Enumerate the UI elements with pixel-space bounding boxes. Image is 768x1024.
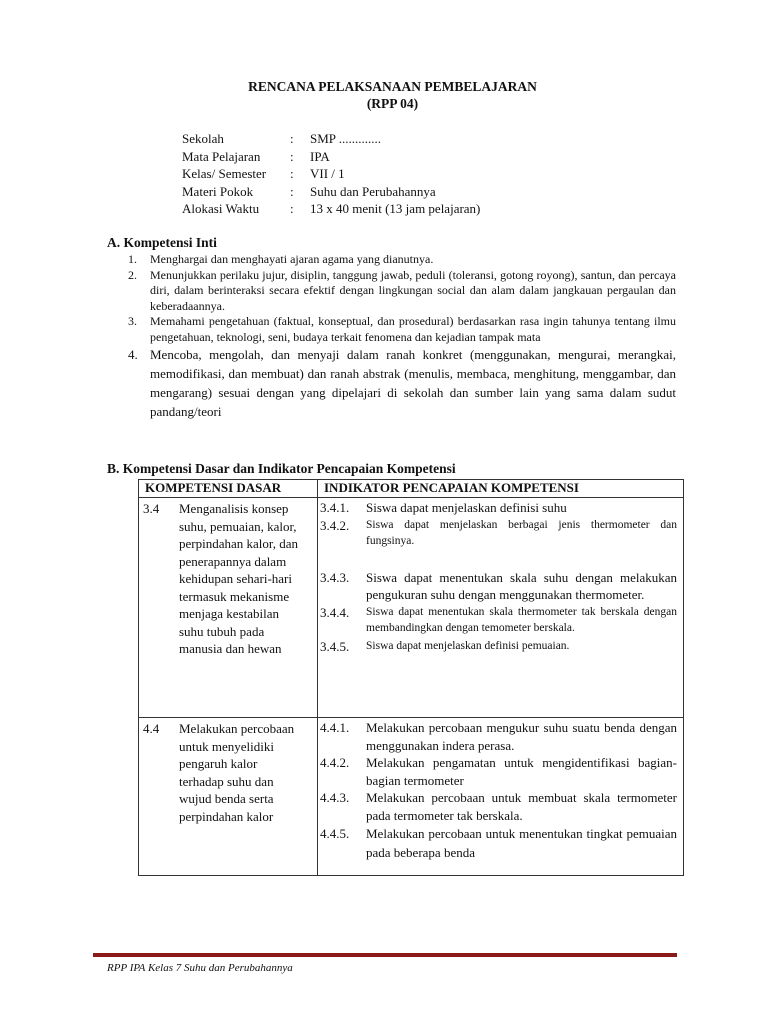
kd-number: 4.4 [143, 721, 160, 736]
column-header-ipk [318, 480, 684, 498]
kd-entry [139, 718, 317, 825]
list-text: Mencoba, mengolah, dan menyaji dalam ranah konkret (menggunakan, mengurai, merangkai, memodifikasi, dan membuat) dan ranah abstrak (menulis, membaca, menghitung, menggambar, dan mengarang) sesuai dengan yang dipelajari di sekolah dan sumber lain yang sama dalam sudut pandang/teori [150, 347, 676, 419]
indicator-item [318, 719, 683, 754]
identity-separator: : [290, 148, 294, 164]
indicator-text: Melakukan percobaan mengukur suhu suatu benda dengan menggunakan indera perasa. [366, 720, 677, 753]
kd-text: Melakukan percobaan untuk menyelidiki pengaruh kalor terhadap suhu dan wujud benda serta perpindahan kalor [179, 721, 295, 824]
identity-separator: : [290, 201, 294, 216]
list-item [128, 314, 676, 345]
indicator-number: 4.4.3. [320, 790, 350, 805]
list-item [128, 268, 676, 315]
indicator-item [318, 754, 683, 789]
indicator-text: Siswa dapat menjelaskan berbagai jenis thermometer dan fungsinya. [366, 518, 677, 547]
indicator-text: Siswa dapat menjelaskan definisi suhu [366, 500, 567, 515]
kd-entry [139, 498, 317, 658]
indicator-number: 4.4.1. [320, 720, 350, 735]
identity-label: Kelas/ Semester [182, 166, 267, 181]
identity-row [182, 130, 480, 148]
document-subtitle: (RPP 04) [366, 96, 419, 111]
indicator-item [318, 499, 683, 517]
list-number: 1. [128, 252, 137, 266]
document-title: RENCANA PELAKSANAAN PEMBELAJARAN [248, 79, 537, 94]
kd-cell [139, 498, 318, 718]
identity-separator: : [290, 131, 294, 146]
kd-number: 3.4 [143, 501, 160, 516]
identity-label: Sekolah [182, 131, 224, 146]
column-header-kd-label: KOMPETENSI DASAR [145, 480, 282, 495]
identity-row [182, 148, 480, 166]
column-header-ipk-label: INDIKATOR PENCAPAIAN KOMPETENSI [324, 480, 579, 495]
list-number: 2. [128, 267, 137, 282]
indicator-number: 3.4.1. [320, 500, 350, 515]
indicator-text: Siswa dapat menjelaskan definisi pemuaian. [366, 639, 570, 652]
identity-label: Alokasi Waktu [182, 201, 260, 216]
list-item [128, 345, 676, 421]
section-b-heading: B. Kompetensi Dasar dan Indikator Pencapaian Kompetensi [107, 461, 456, 476]
kd-text: Menganalisis konsep suhu, pemuaian, kalor, perpindahan kalor, dan penerapannya dalam kehidupan sehari-hari termasuk mekanisme menjaga kestabilan suhu tubuh pada manusia dan hewan [179, 501, 298, 656]
indicator-number: 4.4.5. [320, 826, 350, 841]
list-number: 3. [128, 314, 137, 328]
list-number: 4. [128, 347, 138, 362]
identity-value: 13 x 40 menit (13 jam pelajaran) [310, 201, 481, 216]
table-header-row [139, 480, 684, 498]
identity-value: Suhu dan Perubahannya [310, 183, 436, 199]
indicator-item [318, 604, 683, 636]
section-a-heading: A. Kompetensi Inti [107, 235, 217, 250]
identity-value: SMP ............. [310, 131, 382, 146]
identity-label: Materi Pokok [182, 183, 254, 199]
indicator-number: 3.4.5. [320, 638, 350, 654]
identity-row [182, 183, 480, 201]
indicator-text: Melakukan percobaan untuk membuat skala termometer pada termometer tak berskala. [366, 790, 677, 823]
indicator-number: 3.4.4. [320, 604, 350, 620]
indicator-number: 4.4.2. [320, 755, 350, 770]
identity-value: VII / 1 [310, 166, 345, 181]
footer-divider [93, 953, 677, 957]
indicator-item [318, 517, 683, 549]
identity-separator: : [290, 183, 294, 199]
table-row [139, 718, 684, 876]
indicator-item [318, 789, 683, 824]
indicator-item [318, 569, 683, 604]
identity-block [182, 130, 480, 218]
list-text: Menunjukkan perilaku jujur, disiplin, tanggung jawab, peduli (toleransi, gotong royong), santun, dan percaya diri, dalam berinteraksi secara efektif dengan lingkungan social dan alam dalam jangkauan pergaulan dan keberadaannya. [150, 267, 676, 313]
identity-label: Mata Pelajaran [182, 148, 261, 164]
indicator-item [318, 638, 683, 656]
indicator-item [318, 824, 683, 862]
list-item [128, 252, 676, 268]
footer-text: RPP IPA Kelas 7 Suhu dan Perubahannya [107, 962, 293, 974]
kd-cell [139, 718, 318, 876]
identity-separator: : [290, 166, 294, 181]
indicator-text: Melakukan percobaan untuk menentukan tingkat pemuaian pada beberapa benda [366, 826, 677, 860]
table-row [139, 498, 684, 718]
identity-row [182, 165, 480, 183]
identity-row [182, 200, 480, 218]
list-text: Menghargai dan menghayati ajaran agama yang dianutnya. [150, 252, 434, 266]
indicator-text: Melakukan pengamatan untuk mengidentifikasi bagian-bagian termometer [366, 755, 677, 788]
indicator-text: Siswa dapat menentukan skala suhu dengan melakukan pengukuran suhu dengan menggunakan thermometer. [366, 569, 677, 602]
kompetensi-inti-list [128, 252, 676, 421]
indicator-number: 3.4.3. [320, 569, 350, 585]
identity-value: IPA [310, 148, 330, 164]
indicator-number: 3.4.2. [320, 517, 350, 533]
column-header-kd [139, 480, 318, 498]
indicator-text: Siswa dapat menentukan skala thermometer tak berskala dengan membandingkan dengan temometer berskala. [366, 605, 677, 634]
competency-table [138, 479, 684, 876]
ipk-cell [318, 498, 684, 718]
ipk-cell [318, 718, 684, 876]
list-text: Memahami pengetahuan (faktual, konseptual, dan prosedural) berdasarkan rasa ingin tahunya tentang ilmu pengetahuan, teknologi, seni, budaya terkait fenomena dan kejadian tampak mata [150, 314, 676, 344]
